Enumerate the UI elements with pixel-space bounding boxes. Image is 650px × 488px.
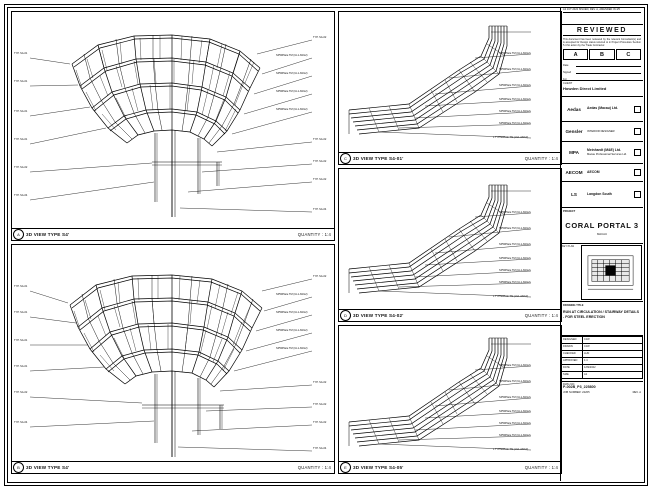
panel-caption-bottom-right	[339, 461, 561, 473]
langdon-logo: LS	[571, 192, 577, 197]
annotation-label: SP50Plate TM (UL1 ANG2)	[499, 110, 531, 113]
consultant-text	[585, 171, 633, 175]
consultant-row-mep	[561, 142, 643, 164]
annotation-label: TYP. SA-02	[313, 403, 327, 406]
annotation-label: TYP. SA-04	[313, 447, 327, 450]
revision-history-block	[561, 7, 643, 25]
reviewed-field-signed	[563, 69, 641, 74]
panel-bottom-left[interactable]	[11, 244, 335, 474]
annotation-label: SP50Plate TM (UL1 ANG2)	[276, 72, 308, 75]
panel-bubble: D	[340, 310, 351, 321]
aedas-logo: Aedas	[567, 106, 581, 112]
table-row	[562, 372, 643, 379]
reviewed-stamp	[561, 25, 643, 81]
reviewed-heading: REVIEWED	[563, 27, 641, 36]
consultant-row-architect	[561, 97, 643, 122]
annotation-label: TYP. SA-02	[313, 178, 327, 181]
annotation-label: SP50Plate TM (UL1 ANG2)	[276, 54, 308, 57]
gensler-logo: Gensler	[565, 129, 583, 134]
project-sub: MACAU	[596, 232, 608, 236]
project-row	[561, 208, 643, 244]
annotation-label: TYP. SA-02	[313, 36, 327, 39]
annotation-label: SP50Plate TM (UL1 ANG2)	[499, 380, 531, 383]
reviewed-field-date	[563, 62, 641, 67]
mpa-logo: MPA	[569, 150, 579, 155]
title-block	[560, 7, 643, 481]
checkbox[interactable]	[634, 169, 641, 176]
rev-number: REV. A	[632, 390, 641, 394]
sig-val: 1:4	[583, 358, 643, 365]
annotation-label: TYP. SA-02	[313, 381, 327, 384]
annotation-label: SP50Plate TM (UL1 ANG2)	[499, 243, 531, 246]
aecom-logo: AECOM	[565, 170, 583, 175]
table-row	[562, 337, 643, 344]
sig-val: A1	[583, 372, 643, 379]
annotation-label: TYP. SA-02	[14, 391, 28, 394]
annotation-label: SP50Plate TM (UL1 ANG2)	[276, 347, 308, 350]
sig-key: APPROVED	[562, 358, 583, 365]
panel-bubble: C	[340, 153, 351, 164]
field-line[interactable]	[576, 62, 641, 67]
field-label: For	[563, 78, 567, 82]
isometric-drawing-bottom-left	[12, 245, 334, 473]
status-box-c[interactable]: C	[616, 49, 641, 60]
sig-val: CJW	[583, 344, 643, 351]
panel-scale: QUANTITY : 1:4	[524, 156, 558, 161]
panel-scale: QUANTITY : 1:4	[524, 465, 558, 470]
annotation-label: SP50Plate TM (UL1 ANG2)	[276, 329, 308, 332]
panel-title: 3D VIEW TYPE S4-01'	[353, 156, 404, 161]
panel-caption-top-left	[12, 228, 334, 240]
annotation-label: TYP. SA-04	[14, 194, 28, 197]
stair-detail-top-right	[339, 12, 561, 164]
status-box-a[interactable]: A	[563, 49, 588, 60]
annotation-label: TYP. SA-02	[313, 275, 327, 278]
annotation-label: SP50Plate TM (UL1 ANG2)	[499, 52, 531, 55]
client-header: CLIENT	[563, 82, 573, 85]
reviewed-fields	[563, 62, 641, 81]
consultant-text	[585, 107, 633, 111]
table-row	[562, 358, 643, 365]
annotation-label: TYP. SA-02	[14, 166, 28, 169]
sig-key: CHECKED	[562, 351, 583, 358]
annotation-label: SP50Plate TM (UL1 ANG2)	[499, 211, 531, 214]
panel-bottom-right[interactable]	[338, 325, 562, 474]
reviewed-body: This document has been reviewed by the relevant Consultant(s) and is accepted for Design status referred to in Project Procedure Section 5.4 for action by the Trade Contractor.	[563, 38, 641, 48]
checkbox[interactable]	[634, 191, 641, 198]
annotation-label: SP50Plate TM (UL1 ANG2)	[499, 257, 531, 260]
drawing-title-row	[561, 302, 643, 336]
annotation-label: SP50Plate TM (UL1 ANG2)	[499, 281, 531, 284]
panel-title: 3D VIEW TYPE S4-02'	[353, 313, 404, 318]
annotation-label: TYP. SA-01	[14, 365, 28, 368]
job-number: JOB NUMBER: 22205	[563, 390, 590, 394]
client-row	[561, 81, 643, 97]
sig-val: LHN	[583, 351, 643, 358]
consultant-text	[585, 193, 633, 197]
panel-mid-right[interactable]	[338, 168, 562, 322]
isometric-drawing-top-left	[12, 12, 334, 240]
panel-caption-bottom-left	[12, 461, 334, 473]
consultant-text	[585, 149, 633, 156]
annotation-label: TYP. SA-04	[14, 421, 28, 424]
panel-top-right[interactable]	[338, 11, 562, 165]
key-plan-graphic	[581, 245, 642, 300]
annotation-label: TYP. SA-04	[313, 208, 327, 211]
status-box-b[interactable]: B	[589, 49, 614, 60]
consultant-name: AECOM	[587, 169, 600, 174]
annotation-label: L TYP50Plate TM (UL1 ANG2)	[493, 136, 529, 139]
annotation-label: SP50Plate TM (UL1 ANG2)	[499, 410, 531, 413]
annotation-label: TYP. SA-01	[14, 138, 28, 141]
table-row	[562, 365, 643, 372]
signature-block	[561, 336, 643, 382]
annotation-label: TYP. SA-02	[313, 160, 327, 163]
annotation-label: TYP. SA-02	[313, 421, 327, 424]
annotation-label: TYP. SA-01	[14, 339, 28, 342]
table-row	[562, 344, 643, 351]
annotation-label: TYP. SA-02	[313, 138, 327, 141]
annotation-label: TYP. SA-01	[14, 110, 28, 113]
signature-table	[561, 336, 643, 379]
project-name: CORAL PORTAL 3	[565, 221, 639, 230]
annotation-label: SP50Plate TM (UL1 ANG2)	[276, 311, 308, 314]
revision-header: A1 JCT 2022 ISSUED, REV. A, AMENDED IN 4/5	[563, 8, 620, 11]
annotation-label: TYP. SA-01	[14, 285, 28, 288]
sig-val: 1/09/2022	[583, 365, 643, 372]
consultant-row-cost	[561, 182, 643, 208]
checkbox[interactable]	[634, 149, 641, 156]
checkbox[interactable]	[634, 106, 641, 113]
annotation-label: SP50Plate TM (UL1 ANG2)	[499, 434, 531, 437]
annotation-label: SP50Plate TM (UL1 ANG2)	[276, 90, 308, 93]
sig-key: DRAWN	[562, 344, 583, 351]
panel-caption-mid-right	[339, 309, 561, 321]
annotation-label: SP50Plate TM (UL1 ANG2)	[499, 422, 531, 425]
panel-caption-top-right	[339, 152, 561, 164]
annotation-label: SP50Plate TM (UL1 ANG2)	[499, 84, 531, 87]
panel-title: 3D VIEW TYPE S4-05'	[353, 465, 404, 470]
annotation-label: L TYP50Plate TM (UL1 ANG2)	[493, 448, 529, 451]
field-label: Date	[563, 64, 569, 68]
drawing-number-block	[561, 382, 643, 404]
sig-key: DESIGNED	[562, 337, 583, 344]
consultant-role: Macau Professional Services Ltd.	[587, 152, 627, 156]
field-line[interactable]	[576, 69, 641, 74]
consultant-row-qs	[561, 164, 643, 182]
key-plan-label: KEY PLAN	[562, 245, 575, 248]
consultant-name: Langdon South	[587, 191, 612, 196]
annotation-label: SP50Plate TM (UL1 ANG2)	[499, 364, 531, 367]
consultant-name: Aedas (Macau) Ltd.	[587, 106, 619, 111]
panel-scale: QUANTITY : 1:4	[297, 232, 331, 237]
annotation-label: TYP. SA-01	[14, 311, 28, 314]
drawing-title-header: DRAWING TITLE	[563, 304, 584, 307]
panel-scale: QUANTITY : 1:4	[297, 465, 331, 470]
sig-val: CJW	[583, 337, 643, 344]
annotation-label: SP50Plate TM (UL1 ANG2)	[276, 108, 308, 111]
sig-key: SIZE	[562, 372, 583, 379]
annotation-label: SP50Plate TM (UL1 ANG2)	[499, 396, 531, 399]
annotation-label: TYP. SA-01	[14, 52, 28, 55]
table-row	[562, 351, 643, 358]
client-name: Howden Direct Limited	[563, 86, 607, 91]
annotation-label: SP50Plate TM (UL1 ANG2)	[499, 227, 531, 230]
consultant-row-interior	[561, 122, 643, 142]
reviewed-status-boxes	[563, 49, 641, 60]
annotation-label: L TYP50Plate TM (UL1 ANG2)	[493, 295, 529, 298]
dwg-number: P-002B_P3_225800	[563, 385, 596, 390]
panel-bubble: E	[340, 462, 351, 473]
annotation-label: TYP. SA-01	[14, 80, 28, 83]
panel-bubble: B	[13, 462, 24, 473]
consultant-role: INTERIOR DESIGNER	[587, 129, 615, 133]
dwg-label: DWG NO.	[563, 383, 576, 386]
sig-key: DATE	[562, 365, 583, 372]
consultant-text	[585, 130, 633, 133]
annotation-label: SP50Plate TM (UL1 ANG2)	[499, 122, 531, 125]
field-label: Signed	[563, 71, 572, 75]
key-plan	[561, 244, 643, 302]
checkbox[interactable]	[634, 128, 641, 135]
consultant-name: Meinhardt (M&E) Ltd.	[587, 148, 622, 152]
annotation-label: SP50Plate TM (UL1 ANG2)	[499, 98, 531, 101]
project-label: PROJECT	[563, 210, 576, 213]
annotation-label: SP50Plate TM (UL1 ANG2)	[276, 293, 308, 296]
drawing-title-text: RUN AT CIRCULATION / STAIRWAY DETAILS - FOR STEEL ERECTION	[563, 310, 639, 319]
annotation-label: SP50Plate TM (UL1 ANG2)	[499, 68, 531, 71]
panel-title: 3D VIEW TYPE S4'	[26, 232, 70, 237]
panel-bubble: A	[13, 229, 24, 240]
panel-scale: QUANTITY : 1:4	[524, 313, 558, 318]
panel-top-left[interactable]	[11, 11, 335, 241]
annotation-label: SP50Plate TM (UL1 ANG2)	[499, 269, 531, 272]
panel-title: 3D VIEW TYPE S4'	[26, 465, 70, 470]
